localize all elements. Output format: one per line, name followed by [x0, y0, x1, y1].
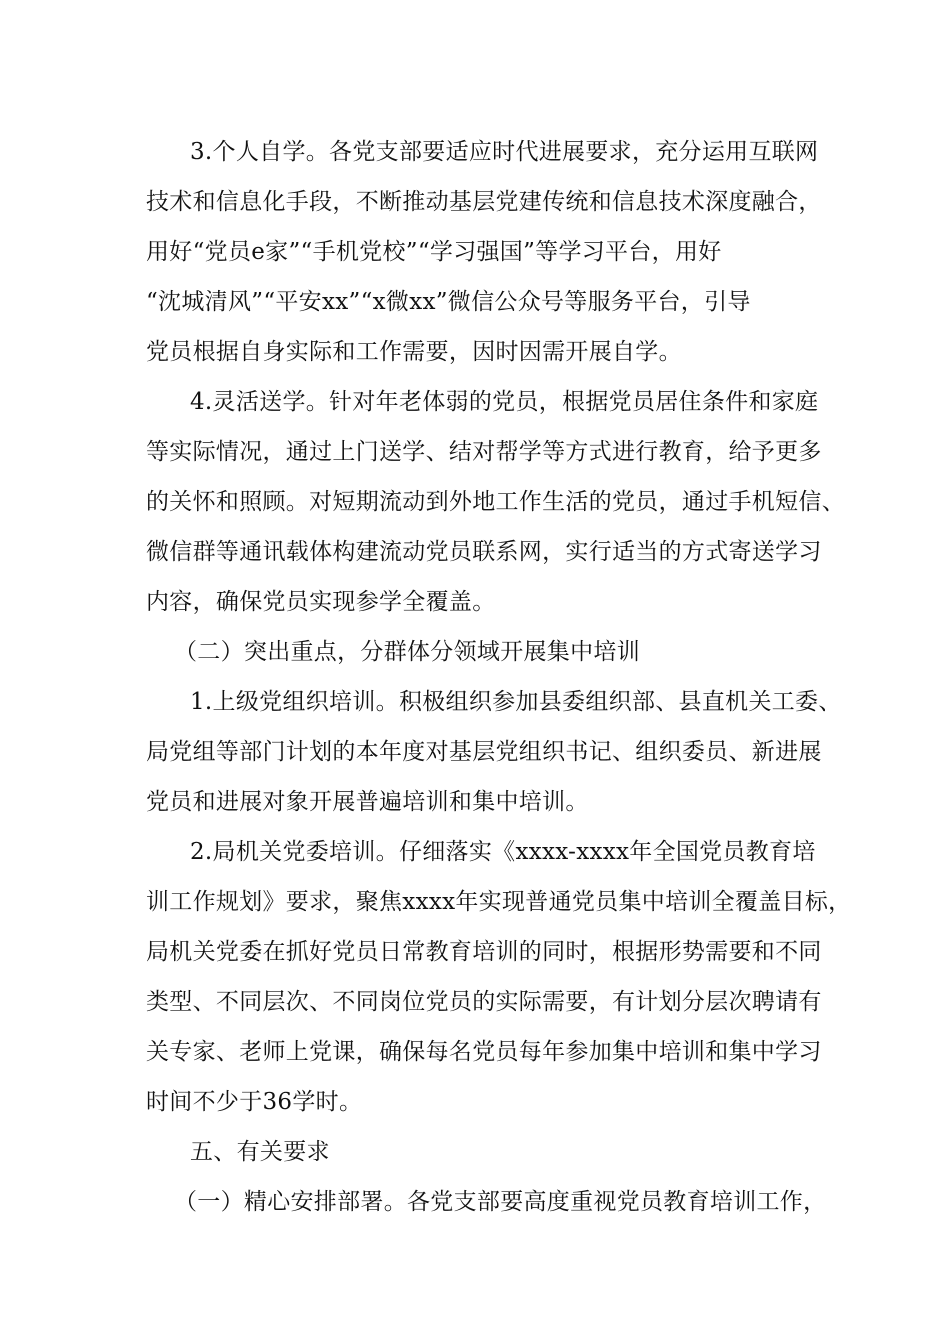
paragraph-2-line-1: 2.局机关党委培训。仔细落实《xxxx-xxxx年全国党员教育培 — [190, 839, 816, 865]
paragraph-3-line-3: 用好“党员e家”“手机党校”“学习强国”等学习平台，用好 — [146, 239, 722, 265]
paragraph-4-line-4: 微信群等通讯载体构建流动党员联系网，实行适当的方式寄送学习 — [146, 539, 822, 565]
paragraph-3-line-5: 党员根据自身实际和工作需要，因时因需开展自学。 — [146, 339, 682, 365]
section-heading-5: 五、有关要求 — [190, 1139, 330, 1165]
paragraph-1-line-3: 党员和进展对象开展普遍培训和集中培训。 — [146, 789, 589, 815]
paragraph-3-line-2: 技术和信息化手段，不断推动基层党建传统和信息技术深度融合， — [146, 189, 822, 215]
paragraph-2-line-3: 局机关党委在抓好党员日常教育培训的同时，根据形势需要和不同 — [146, 939, 822, 965]
paragraph-1-line-2: 局党组等部门计划的本年度对基层党组织书记、组织委员、新进展 — [146, 739, 822, 765]
paragraph-2-line-4: 类型、不同层次、不同岗位党员的实际需要，有计划分层次聘请有 — [146, 989, 822, 1015]
paragraph-1-line-1: 1.上级党组织培训。积极组织参加县委组织部、县直机关工委、 — [190, 689, 842, 715]
paragraph-4-line-5: 内容，确保党员实现参学全覆盖。 — [146, 589, 496, 615]
paragraph-4-line-3: 的关怀和照顾。对短期流动到外地工作生活的党员，通过手机短信、 — [146, 489, 845, 515]
paragraph-3-line-4: “沈城清风”“平安xx”“x微xx”微信公众号等服务平台，引导 — [146, 289, 751, 315]
paragraph-2-line-2: 训工作规划》要求，聚焦xxxx年实现普通党员集中培训全覆盖目标， — [146, 889, 852, 915]
section-heading-2: （二）突出重点，分群体分领域开展集中培训 — [174, 639, 640, 665]
paragraph-3-line-1: 3.个人自学。各党支部要适应时代进展要求，充分运用互联网 — [190, 139, 819, 165]
paragraph-2-line-6: 时间不少于36学时。 — [146, 1089, 363, 1115]
paragraph-4-line-2: 等实际情况，通过上门送学、结对帮学等方式进行教育，给予更多 — [146, 439, 822, 465]
requirement-1-line-1: （一）精心安排部署。各党支部要高度重视党员教育培训工作， — [174, 1189, 827, 1215]
paragraph-4-line-1: 4.灵活送学。针对年老体弱的党员，根据党员居住条件和家庭 — [190, 389, 819, 415]
paragraph-2-line-5: 关专家、老师上党课，确保每名党员每年参加集中培训和集中学习 — [146, 1039, 822, 1065]
